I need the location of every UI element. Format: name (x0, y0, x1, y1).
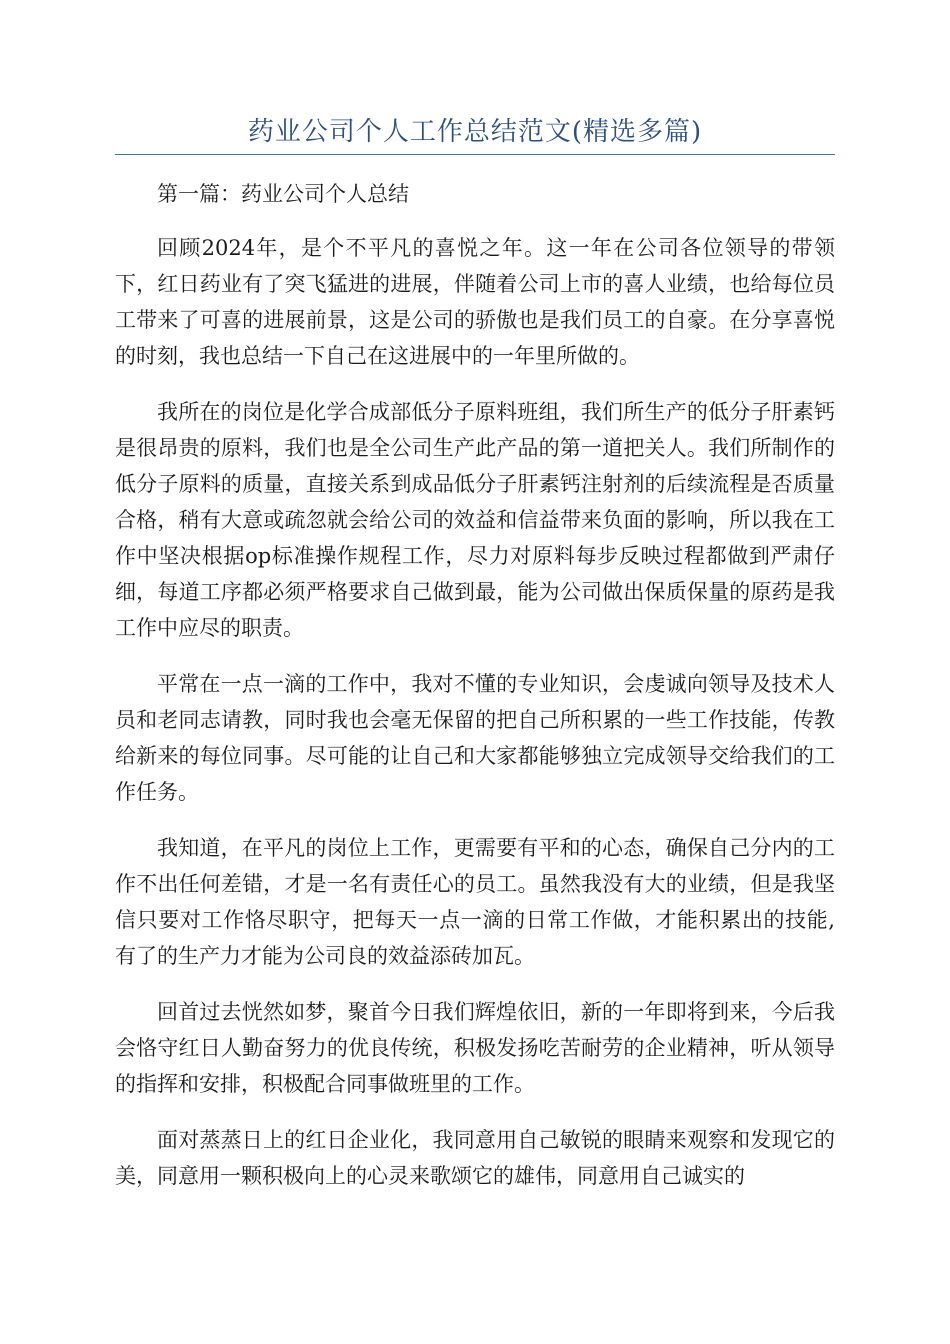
title-underline (115, 154, 835, 155)
body-paragraph-1: 回顾2024年，是个不平凡的喜悦之年。这一年在公司各位领导的带领下，红日药业有了突飞猛进的进展，伴随着公司上市的喜人业绩，也给每位员工带来了可喜的进展前景，这是公司的骄傲也是我们员工的自豪。在分享喜悦的时刻，我也总结一下自己在这进展中的一年里所做的。 (115, 236, 835, 368)
body-paragraph-4: 我知道，在平凡的岗位上工作，更需要有平和的心态，确保自己分内的工作不出任何差错，才是一名有责任心的员工。虽然我没有大的业绩，但是我坚信只要对工作恪尽职守，把每天一点一滴的日常工作做，才能积累出的技能,有了的生产力才能为公司良的效益添砖加瓦。 (115, 836, 835, 968)
section-heading: 第一篇：药业公司个人总结 (157, 182, 409, 206)
document-title: 药业公司个人工作总结范文(精选多篇) (247, 117, 703, 147)
body-paragraph-5: 回首过去恍然如梦，聚首今日我们辉煌依旧，新的一年即将到来，今后我会恪守红日人勤奋努力的优良传统，积极发扬吃苦耐劳的企业精神，听从领导的指挥和安排，积极配合同事做班里的工作。 (115, 1000, 835, 1096)
document-body (115, 176, 835, 1214)
body-paragraph-6: 面对蒸蒸日上的红日企业化，我同意用自己敏锐的眼睛来观察和发现它的美，同意用一颗积极向上的心灵来歌颂它的雄伟，同意用自己诚实的 (115, 1128, 835, 1188)
body-paragraph-3: 平常在一点一滴的工作中，我对不懂的专业知识，会虔诚向领导及技术人员和老同志请教，同时我也会毫无保留的把自己所积累的一些工作技能，传教给新来的每位同事。尽可能的让自己和大家都能够独立完成领导交给我们的工作任务。 (115, 672, 835, 804)
body-paragraph-2: 我所在的岗位是化学合成部低分子原料班组，我们所生产的低分子肝素钙是很昂贵的原料，我们也是全公司生产此产品的第一道把关人。我们所制作的低分子原料的质量，直接关系到成品低分子肝素钙注射剂的后续流程是否质量合格，稍有大意或疏忽就会给公司的效益和信益带来负面的影响，所以我在工作中坚决根据op标准操作规程工作，尽力对原料每步反映过程都做到严肃仔细，每道工序都必须严格要求自己做到最，能为公司做出保质保量的原药是我工作中应尽的职责。 (115, 400, 835, 640)
